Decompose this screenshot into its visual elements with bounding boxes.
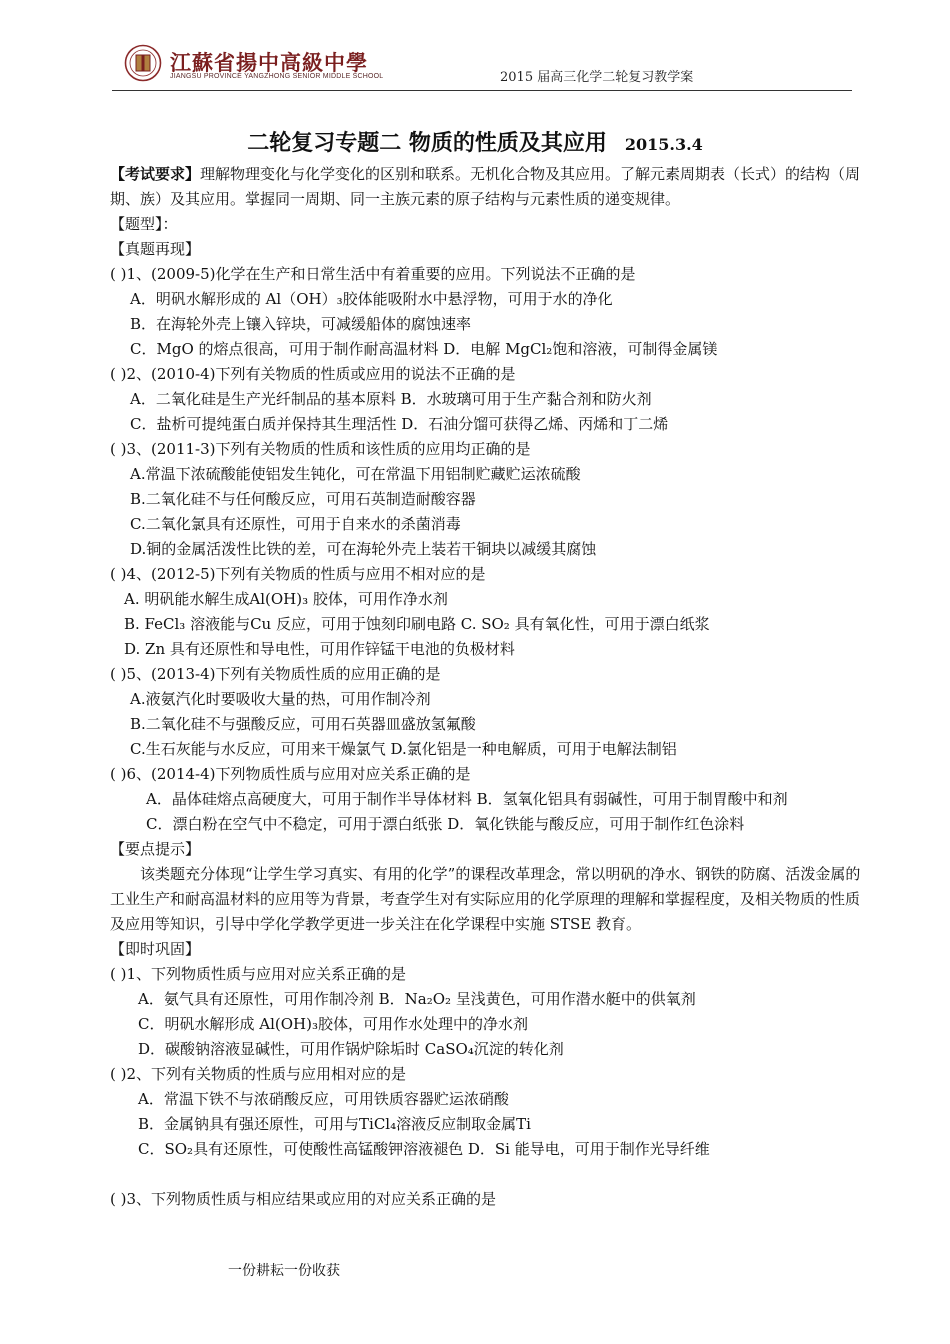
header-divider — [112, 90, 852, 91]
question-option: A．常温下铁不与浓硝酸反应，可用铁质容器贮运浓硝酸 — [138, 1090, 509, 1108]
page-footer: 一份耕耘一份收获 — [228, 1263, 340, 1279]
question-option: C．明矾水解形成 Al(OH)₃胶体，可用作水处理中的净水剂 — [138, 1015, 528, 1033]
question-stem: ( )1、下列物质性质与应用对应关系正确的是 — [110, 965, 407, 983]
exam-requirements — [110, 162, 870, 212]
page-header — [0, 0, 950, 110]
question-option: B．在海轮外壳上镶入锌块，可减缓船体的腐蚀速率 — [130, 315, 472, 333]
school-name-en: JIANGSU PROVINCE YANGZHONG SENIOR MIDDLE SCHOOL — [170, 73, 384, 80]
question-option: A. 明矾能水解生成Al(OH)₃ 胶体，可用作净水剂 — [124, 590, 448, 608]
question-option: A．晶体硅熔点高硬度大，可用于制作半导体材料 B．氢氧化铝具有弱碱性，可用于制胃酸中和剂 — [146, 790, 788, 808]
question-option: A.常温下浓硫酸能使铝发生钝化，可在常温下用铝制贮藏贮运浓硫酸 — [130, 465, 581, 483]
question-option: A.液氨汽化时要吸收大量的热，可用作制冷剂 — [130, 690, 431, 708]
section-practice: 【即时巩固】 — [110, 940, 201, 958]
question-option: B．金属钠具有强还原性，可用与TiCl₄溶液反应制取金属Ti — [138, 1115, 531, 1133]
question-option: A．氨气具有还原性，可用作制冷剂 B．Na₂O₂ 呈浅黄色，可用作潜水艇中的供氧剂 — [138, 990, 696, 1008]
title-date: 2015.3.4 — [624, 135, 703, 154]
school-logo — [124, 44, 384, 86]
question-stem: ( )2、下列有关物质的性质与应用相对应的是 — [110, 1065, 407, 1083]
exam-requirements-text: 理解物理变化与化学变化的区别和联系。无机化合物及其应用。了解元素周期表（长式）的结构（周期、族）及其应用。掌握同一周期、同一主族元素的原子结构与元素性质的递变规律。 — [110, 165, 861, 208]
question-option: C．盐析可提纯蛋白质并保持其生理活性 D．石油分馏可获得乙烯、丙烯和丁二烯 — [130, 415, 669, 433]
question-option: D．碳酸钠溶液显碱性，可用作锅炉除垢时 CaSO₄沉淀的转化剂 — [138, 1040, 564, 1058]
school-seal-icon — [124, 44, 162, 82]
question-stem: ( )3、下列物质性质与相应结果或应用的对应关系正确的是 — [110, 1190, 497, 1208]
section-key-points: 【要点提示】 — [110, 840, 201, 858]
question-option: B.二氧化硅不与任何酸反应，可用石英制造耐酸容器 — [130, 490, 476, 508]
exam-requirements-label: 【考试要求】 — [110, 165, 201, 183]
section-real-questions: 【真题再现】 — [110, 240, 201, 258]
question-stem: ( )4、(2012-5)下列有关物质的性质与应用不相对应的是 — [110, 565, 486, 583]
school-name: 江蘇省揚中高級中學 — [170, 50, 368, 75]
question-stem: ( )1、(2009-5)化学在生产和日常生活中有着重要的应用。下列说法不正确的是 — [110, 265, 636, 283]
question-option: D. Zn 具有还原性和导电性，可用作锌锰干电池的负极材料 — [124, 640, 515, 658]
document-body — [110, 162, 870, 1212]
spacer — [110, 1162, 870, 1187]
document-label: 2015 届高三化学二轮复习教学案 — [500, 70, 694, 85]
question-option: C．漂白粉在空气中不稳定，可用于漂白纸张 D．氧化铁能与酸反应，可用于制作红色涂料 — [146, 815, 745, 833]
section-question-type: 【题型】： — [110, 215, 178, 233]
question-stem: ( )2、(2010-4)下列有关物质的性质或应用的说法不正确的是 — [110, 365, 516, 383]
question-stem: ( )3、(2011-3)下列有关物质的性质和该性质的应用均正确的是 — [110, 440, 531, 458]
question-option: C.生石灰能与水反应，可用来干燥氯气 D.氯化铝是一种电解质，可用于电解法制铝 — [130, 740, 677, 758]
question-option: C.二氧化氯具有还原性，可用于自来水的杀菌消毒 — [130, 515, 461, 533]
title-text: 二轮复习专题二 物质的性质及其应用 — [247, 130, 607, 156]
question-option: A．二氧化硅是生产光纤制品的基本原料 B．水玻璃可用于生产黏合剂和防火剂 — [130, 390, 652, 408]
question-option: A．明矾水解形成的 Al（OH）₃胶体能吸附水中悬浮物，可用于水的净化 — [130, 290, 613, 308]
key-points-text: 该类题充分体现“让学生学习真实、有用的化学”的课程改革理念，常以明矾的净水、钢铁的防腐、活泼金属的工业生产和耐高温材料的应用等为背景，考查学生对有实际应用的化学原理的理解和掌握程度，及相关物质的性质及应用等知识，引导中学化学教学更进一步关注在化学课程中实施 STSE 教育。 — [110, 865, 861, 933]
question-option: D.铜的金属活泼性比铁的差，可在海轮外壳上装若干铜块以减缓其腐蚀 — [130, 540, 597, 558]
question-option: B. FeCl₃ 溶液能与Cu 反应，可用于蚀刻印刷电路 C. SO₂ 具有氧化性，可用于漂白纸浆 — [124, 615, 710, 633]
question-stem: ( )6、(2014-4)下列物质性质与应用对应关系正确的是 — [110, 765, 471, 783]
question-option: B.二氧化硅不与强酸反应，可用石英器皿盛放氢氟酸 — [130, 715, 476, 733]
question-stem: ( )5、(2013-4)下列有关物质性质的应用正确的是 — [110, 665, 441, 683]
question-option: C．MgO 的熔点很高，可用于制作耐高温材料 D．电解 MgCl₂饱和溶液，可制得金属镁 — [130, 340, 718, 358]
page-title — [0, 126, 950, 157]
question-option: C．SO₂具有还原性，可使酸性高锰酸钾溶液褪色 D．Si 能导电，可用于制作光导纤维 — [138, 1140, 710, 1158]
